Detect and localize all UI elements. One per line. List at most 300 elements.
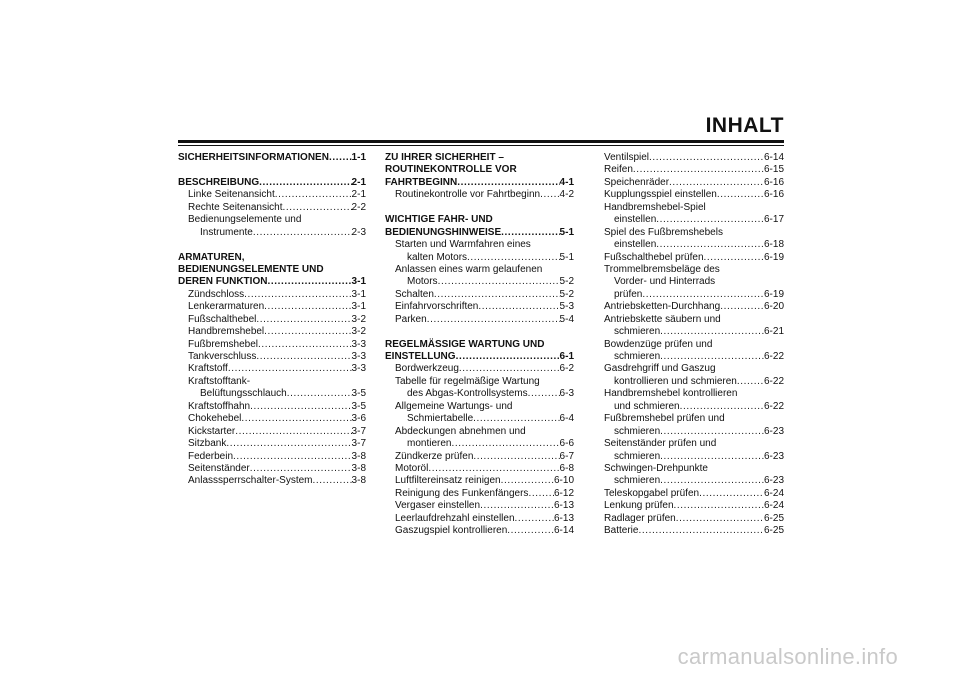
dot-leader bbox=[480, 500, 554, 512]
toc-page-number: 6-4 bbox=[559, 413, 574, 425]
toc-entry-text bbox=[604, 363, 784, 375]
page-title: INHALT bbox=[705, 114, 784, 137]
dot-leader bbox=[264, 326, 351, 338]
dot-leader bbox=[228, 363, 352, 375]
toc-section-entry[interactable] bbox=[385, 177, 574, 189]
toc-entry[interactable] bbox=[178, 301, 366, 313]
toc-section-heading bbox=[385, 152, 574, 164]
dot-leader bbox=[501, 475, 554, 487]
toc-section-entry[interactable] bbox=[178, 276, 366, 288]
toc-entry-label: Fußschalthebel prüfen bbox=[604, 251, 704, 263]
toc-entry-text bbox=[604, 413, 784, 425]
toc-entry[interactable] bbox=[604, 239, 784, 251]
dot-leader bbox=[704, 252, 764, 264]
toc-page-number: 6-25 bbox=[763, 512, 784, 524]
toc-entry-label: Anlassen eines warm gelaufenen bbox=[395, 263, 543, 275]
toc-entry-label: kalten Motors bbox=[407, 251, 468, 263]
toc-section-entry[interactable] bbox=[385, 351, 574, 363]
toc-entry-label: Parken bbox=[395, 313, 427, 325]
toc-page-number: 5-3 bbox=[559, 301, 574, 313]
toc-entry[interactable] bbox=[178, 351, 366, 363]
toc-spacer bbox=[178, 164, 366, 176]
toc-page-number: 3-7 bbox=[351, 425, 366, 437]
toc-entry[interactable] bbox=[178, 413, 366, 425]
toc-entry[interactable] bbox=[178, 401, 366, 413]
dot-leader bbox=[676, 513, 764, 525]
toc-entry-text bbox=[385, 426, 574, 438]
dot-leader bbox=[250, 401, 351, 413]
toc-entry-text bbox=[178, 376, 366, 388]
dot-leader bbox=[656, 214, 764, 226]
toc-entry-label: einstellen bbox=[614, 239, 657, 251]
toc-entry[interactable] bbox=[385, 276, 574, 288]
toc-page-number: 3-3 bbox=[351, 363, 366, 375]
toc-entry-text bbox=[604, 438, 784, 450]
toc-entry[interactable] bbox=[178, 363, 366, 375]
toc-entry[interactable] bbox=[385, 525, 574, 537]
toc-page-number: 3-8 bbox=[351, 475, 366, 487]
toc-entry[interactable] bbox=[604, 214, 784, 226]
toc-page-number: 6-16 bbox=[763, 189, 784, 201]
toc-page-number: 6-17 bbox=[763, 214, 784, 226]
toc-page-number: 6-21 bbox=[763, 326, 784, 338]
toc-entry-label: Starten und Warmfahren eines bbox=[395, 239, 531, 251]
toc-entry-label: Vergaser einstellen bbox=[395, 500, 481, 512]
toc-entry-label: Ventilspiel bbox=[604, 152, 650, 163]
toc-entry-label: Schmiertabelle bbox=[407, 413, 474, 425]
toc-entry-label: Handbremshebel bbox=[188, 326, 265, 338]
toc-entry[interactable] bbox=[604, 152, 784, 164]
toc-spacer bbox=[385, 326, 574, 338]
toc-entry-label: Gaszugspiel kontrollieren bbox=[395, 525, 508, 537]
dot-leader bbox=[438, 276, 560, 288]
dot-leader bbox=[244, 289, 351, 301]
toc-entry-label: Speichenräder bbox=[604, 176, 670, 188]
toc-page-number: 5-2 bbox=[559, 276, 574, 288]
toc-page-number: 6-13 bbox=[553, 500, 574, 512]
dot-leader bbox=[459, 363, 560, 375]
dot-leader bbox=[259, 177, 351, 189]
toc-page-number: 3-1 bbox=[351, 276, 366, 288]
toc-entry-label: Antriebskette säubern und bbox=[604, 313, 721, 325]
toc-entry-label: Bowdenzüge prüfen und bbox=[604, 338, 713, 350]
dot-leader bbox=[528, 388, 560, 400]
toc-page-number: 6-23 bbox=[763, 425, 784, 437]
title-rule-thick bbox=[178, 140, 784, 143]
toc-page-number: 2-1 bbox=[351, 189, 366, 201]
toc-entry-text bbox=[604, 463, 784, 475]
toc-section-heading bbox=[178, 252, 366, 264]
dot-leader bbox=[256, 314, 351, 326]
dot-leader bbox=[674, 500, 764, 512]
toc-entry[interactable] bbox=[385, 463, 574, 475]
toc-entry-label: Motors bbox=[407, 276, 438, 288]
toc-page-number: 6-22 bbox=[763, 400, 784, 412]
dot-leader bbox=[473, 413, 559, 425]
toc-page-number: 6-15 bbox=[763, 164, 784, 176]
toc-entry-label: Lenkung prüfen bbox=[604, 500, 674, 512]
dot-leader bbox=[642, 289, 764, 301]
toc-entry-label: FAHRTBEGINN bbox=[385, 176, 458, 188]
toc-entry-label: Routinekontrolle vor Fahrtbeginn bbox=[395, 189, 541, 201]
toc-entry-label: Lenkerarmaturen bbox=[188, 301, 265, 313]
toc-section-heading bbox=[385, 339, 574, 351]
dot-leader bbox=[638, 525, 764, 537]
toc-entry-label: ROUTINEKONTROLLE VOR bbox=[385, 164, 517, 176]
toc-entry-label: Batterie bbox=[604, 525, 639, 537]
toc-entry-label: Chokehebel bbox=[188, 413, 242, 425]
toc-page-number: 3-2 bbox=[351, 326, 366, 338]
toc-entry[interactable] bbox=[604, 426, 784, 438]
toc-entry-label: kontrollieren und schmieren bbox=[614, 375, 737, 387]
dot-leader bbox=[660, 451, 764, 463]
toc-entry-label: schmieren bbox=[614, 326, 661, 338]
toc-entry[interactable] bbox=[604, 475, 784, 487]
toc-entry[interactable] bbox=[178, 451, 366, 463]
toc-entry[interactable] bbox=[604, 326, 784, 338]
dot-leader bbox=[434, 289, 560, 301]
toc-entry[interactable] bbox=[604, 177, 784, 189]
toc-entry-label: und schmieren bbox=[614, 400, 680, 412]
toc-entry-label: Luftfiltereinsatz reinigen bbox=[395, 475, 501, 487]
dot-leader bbox=[633, 164, 764, 176]
toc-entry[interactable] bbox=[178, 314, 366, 326]
toc-entry-text bbox=[385, 401, 574, 413]
toc-entry[interactable] bbox=[604, 289, 784, 301]
toc-page-number: 4-1 bbox=[559, 176, 574, 188]
toc-entry-label: Tabelle für regelmäßige Wartung bbox=[395, 375, 540, 387]
dot-leader bbox=[233, 451, 352, 463]
toc-entry-label: Motoröl bbox=[395, 462, 429, 474]
toc-page-number: 5-4 bbox=[559, 313, 574, 325]
toc-entry-label: Seitenständer prüfen und bbox=[604, 438, 717, 450]
toc-page-number: 6-16 bbox=[763, 176, 784, 188]
toc-entry[interactable] bbox=[604, 451, 784, 463]
toc-entry-label: Bordwerkzeug bbox=[395, 363, 459, 375]
toc-entry-label: BEDIENUNGSHINWEISE bbox=[385, 226, 502, 238]
toc-entry[interactable] bbox=[385, 388, 574, 400]
toc-entry[interactable] bbox=[604, 513, 784, 525]
toc-entry[interactable] bbox=[604, 189, 784, 201]
toc-entry-label: einstellen bbox=[614, 214, 657, 226]
dot-leader bbox=[528, 488, 554, 500]
toc-entry-label: Linke Seitenansicht bbox=[188, 189, 275, 201]
toc-entry-label: ARMATUREN, bbox=[178, 251, 245, 263]
toc-entry-label: schmieren bbox=[614, 351, 661, 362]
toc-entry[interactable] bbox=[385, 314, 574, 326]
toc-entry-label: Fußbremshebel prüfen und bbox=[604, 413, 725, 425]
toc-entry-label: prüfen bbox=[614, 288, 643, 300]
toc-entry-label: Bedienungselemente und bbox=[188, 214, 302, 226]
dot-leader bbox=[473, 451, 559, 463]
dot-leader bbox=[456, 351, 560, 363]
dot-leader bbox=[720, 301, 764, 313]
toc-page-number: 3-3 bbox=[351, 351, 366, 362]
dot-leader bbox=[680, 401, 764, 413]
dot-leader bbox=[478, 301, 559, 313]
toc-entry-text bbox=[604, 388, 784, 400]
toc-page-number: 6-7 bbox=[559, 450, 574, 462]
toc-entry[interactable] bbox=[178, 463, 366, 475]
dot-leader bbox=[250, 463, 352, 475]
toc-entry-label: BESCHREIBUNG bbox=[178, 176, 260, 188]
dot-leader bbox=[656, 239, 764, 251]
toc-page-number: 6-2 bbox=[559, 363, 574, 375]
dot-leader bbox=[226, 438, 351, 450]
toc-entry-label: montieren bbox=[407, 438, 452, 450]
toc-page-number: 3-1 bbox=[351, 301, 366, 313]
toc-page-number: 3-8 bbox=[351, 450, 366, 462]
toc-entry-label: Tankverschluss bbox=[188, 351, 257, 362]
toc-entry[interactable] bbox=[178, 189, 366, 201]
dot-leader bbox=[540, 189, 559, 201]
toc-entry-text bbox=[385, 264, 574, 276]
toc-entry-label: Handbremshebel-Spiel bbox=[604, 201, 706, 213]
dot-leader bbox=[256, 351, 351, 363]
toc-page-number: 6-14 bbox=[553, 525, 574, 537]
toc-page-number: 5-1 bbox=[559, 226, 574, 238]
toc-entry[interactable] bbox=[178, 326, 366, 338]
toc-entry-text bbox=[604, 339, 784, 351]
toc-entry[interactable] bbox=[178, 475, 366, 487]
toc-entry[interactable] bbox=[385, 363, 574, 375]
dot-leader bbox=[669, 177, 764, 189]
toc-entry-label: Zündschloss bbox=[188, 288, 245, 300]
toc-entry[interactable] bbox=[385, 301, 574, 313]
toc-entry[interactable] bbox=[385, 513, 574, 525]
toc-section-entry[interactable] bbox=[178, 152, 366, 164]
toc-entry-label: Fußschalthebel bbox=[188, 313, 257, 325]
toc-page-number: 6-14 bbox=[763, 152, 784, 163]
dot-leader bbox=[501, 227, 559, 239]
dot-leader bbox=[649, 152, 764, 164]
toc-entry-label: Einfahrvorschriften bbox=[395, 301, 479, 313]
toc-entry[interactable] bbox=[385, 438, 574, 450]
toc-entry[interactable] bbox=[604, 525, 784, 537]
toc-entry-label: Zündkerze prüfen bbox=[395, 450, 474, 462]
dot-leader bbox=[699, 488, 764, 500]
toc-page-number: 6-19 bbox=[763, 288, 784, 300]
dot-leader bbox=[267, 276, 351, 288]
toc-page-number: 6-24 bbox=[763, 500, 784, 512]
dot-leader bbox=[329, 152, 352, 164]
toc-entry-label: Spiel des Fußbremshebels bbox=[604, 226, 723, 238]
toc-entry-label: SICHERHEITSINFORMATIONEN bbox=[178, 152, 329, 163]
toc-page-number: 4-2 bbox=[559, 189, 574, 201]
toc-section-heading bbox=[385, 164, 574, 176]
toc-page-number: 6-3 bbox=[559, 388, 574, 400]
toc-entry-label: REGELMÄSSIGE WARTUNG UND bbox=[385, 338, 545, 350]
toc-entry[interactable] bbox=[604, 351, 784, 363]
toc-column-2 bbox=[385, 152, 574, 538]
toc-page-number: 6-8 bbox=[559, 462, 574, 474]
toc-entry-label: Schwingen-Drehpunkte bbox=[604, 462, 708, 474]
dot-leader bbox=[241, 413, 351, 425]
toc-entry-label: Antriebsketten-Durchhang bbox=[604, 301, 721, 313]
toc-entry-label: Reinigung des Funkenfängers bbox=[395, 487, 529, 499]
toc-entry[interactable] bbox=[178, 227, 366, 239]
toc-entry-label: Fußbremshebel bbox=[188, 338, 259, 350]
toc-entry[interactable] bbox=[604, 301, 784, 313]
dot-leader bbox=[287, 388, 352, 400]
toc-entry-label: des Abgas-Kontrollsystems bbox=[407, 388, 528, 400]
toc-entry-label: BEDIENUNGSELEMENTE UND bbox=[178, 263, 324, 275]
toc-page-number: 6-23 bbox=[763, 475, 784, 487]
toc-page-number: 3-1 bbox=[351, 288, 366, 300]
dot-leader bbox=[717, 189, 764, 201]
toc-page-number: 6-24 bbox=[763, 487, 784, 499]
toc-entry-label: Kraftstoff bbox=[188, 363, 228, 375]
toc-section-heading bbox=[178, 264, 366, 276]
toc-entry-text bbox=[604, 264, 784, 276]
toc-page-number: 2-1 bbox=[351, 176, 366, 188]
toc-entry[interactable] bbox=[178, 388, 366, 400]
toc-entry[interactable] bbox=[604, 500, 784, 512]
dot-leader bbox=[660, 326, 764, 338]
dot-leader bbox=[253, 227, 352, 239]
toc-page-number: 2-3 bbox=[351, 226, 366, 238]
toc-entry-label: Belüftungsschlauch bbox=[200, 388, 287, 400]
toc-section-entry[interactable] bbox=[385, 227, 574, 239]
dot-leader bbox=[451, 438, 559, 450]
dot-leader bbox=[264, 301, 351, 313]
toc-page-number: 6-20 bbox=[763, 301, 784, 313]
toc-section-entry[interactable] bbox=[178, 177, 366, 189]
toc-entry-label: Kupplungsspiel einstellen bbox=[604, 189, 717, 201]
toc-entry-label: Radlager prüfen bbox=[604, 512, 676, 524]
toc-entry[interactable] bbox=[604, 376, 784, 388]
toc-entry-label: Schalten bbox=[395, 288, 434, 300]
toc-entry-label: schmieren bbox=[614, 475, 661, 487]
toc-page-number: 6-19 bbox=[763, 251, 784, 263]
toc-entry-label: Handbremshebel kontrollieren bbox=[604, 388, 738, 400]
toc-entry-label: Seitenständer bbox=[188, 462, 250, 474]
dot-leader bbox=[312, 475, 351, 487]
watermark: carmanualsonline.info bbox=[677, 644, 898, 669]
toc-entry[interactable] bbox=[178, 339, 366, 351]
title-rule-thin bbox=[178, 145, 784, 146]
dot-leader bbox=[235, 426, 351, 438]
toc-entry[interactable] bbox=[604, 401, 784, 413]
toc-entry[interactable] bbox=[385, 500, 574, 512]
dot-leader bbox=[427, 314, 560, 326]
toc-entry-label: DEREN FUNKTION bbox=[178, 276, 268, 288]
toc-page-number: 6-13 bbox=[553, 512, 574, 524]
toc-entry-text bbox=[178, 214, 366, 226]
toc-entry-label: Reifen bbox=[604, 164, 633, 176]
toc-page-number: 6-6 bbox=[559, 438, 574, 450]
toc-page-number: 3-5 bbox=[351, 400, 366, 412]
toc-entry[interactable] bbox=[604, 164, 784, 176]
toc-entry-label: EINSTELLUNG bbox=[385, 351, 456, 362]
toc-page-number: 3-7 bbox=[351, 438, 366, 450]
toc-page-number: 2-2 bbox=[351, 201, 366, 213]
dot-leader bbox=[737, 376, 764, 388]
toc-entry-label: schmieren bbox=[614, 450, 661, 462]
toc-page-number: 6-22 bbox=[763, 351, 784, 362]
toc-entry[interactable] bbox=[178, 202, 366, 214]
toc-entry-text bbox=[604, 202, 784, 214]
toc-entry[interactable] bbox=[178, 438, 366, 450]
toc-entry[interactable] bbox=[178, 289, 366, 301]
toc-entry-label: Sitzbank bbox=[188, 438, 227, 450]
toc-entry[interactable] bbox=[385, 252, 574, 264]
dot-leader bbox=[457, 177, 559, 189]
toc-entry-label: Abdeckungen abnehmen und bbox=[395, 425, 526, 437]
toc-page-number: 6-10 bbox=[553, 475, 574, 487]
toc-column-3 bbox=[604, 152, 784, 538]
dot-leader bbox=[428, 463, 559, 475]
toc-entry-label: Leerlaufdrehzahl einstellen bbox=[395, 512, 515, 524]
toc-entry-label: Federbein bbox=[188, 450, 234, 462]
toc-entry-label: Kickstarter bbox=[188, 425, 236, 437]
dot-leader bbox=[467, 252, 560, 264]
toc-entry-label: Instrumente bbox=[200, 226, 253, 238]
toc-entry-label: Vorder- und Hinterrads bbox=[614, 276, 716, 288]
dot-leader bbox=[283, 202, 352, 214]
toc-entry-label: Allgemeine Wartungs- und bbox=[395, 400, 513, 412]
toc-entry-label: ZU IHRER SICHERHEIT – bbox=[385, 152, 504, 163]
toc-entry-label: Gasdrehgriff und Gaszug bbox=[604, 363, 716, 375]
toc-entry-label: Teleskopgabel prüfen bbox=[604, 487, 700, 499]
toc-spacer bbox=[385, 202, 574, 214]
dot-leader bbox=[258, 339, 352, 351]
toc-entry-label: Rechte Seitenansicht bbox=[188, 201, 283, 213]
toc-entry[interactable] bbox=[385, 488, 574, 500]
toc-entry[interactable] bbox=[385, 475, 574, 487]
toc-page-number: 3-3 bbox=[351, 338, 366, 350]
toc-entry-text bbox=[385, 376, 574, 388]
toc-column-1 bbox=[178, 152, 366, 488]
dot-leader bbox=[660, 351, 764, 363]
toc-page-number: 3-8 bbox=[351, 462, 366, 474]
dot-leader bbox=[275, 189, 352, 201]
toc-entry[interactable] bbox=[178, 426, 366, 438]
toc-page-number: 6-23 bbox=[763, 450, 784, 462]
toc-entry-label: Kraftstoffhahn bbox=[188, 400, 251, 412]
dot-leader bbox=[660, 426, 764, 438]
toc-entry[interactable] bbox=[385, 451, 574, 463]
toc-entry[interactable] bbox=[604, 252, 784, 264]
toc-page-number: 3-2 bbox=[351, 313, 366, 325]
toc-entry-label: WICHTIGE FAHR- UND bbox=[385, 214, 493, 226]
toc-spacer bbox=[178, 239, 366, 251]
toc-page-number: 5-1 bbox=[559, 251, 574, 263]
toc-page-number: 6-18 bbox=[763, 239, 784, 251]
toc-section-heading bbox=[385, 214, 574, 226]
dot-leader bbox=[660, 475, 764, 487]
toc-entry[interactable] bbox=[385, 289, 574, 301]
toc-entry[interactable] bbox=[385, 413, 574, 425]
toc-entry-text bbox=[604, 227, 784, 239]
toc-page-number: 5-2 bbox=[559, 288, 574, 300]
toc-entry-label: Kraftstofftank- bbox=[188, 375, 251, 387]
toc-page-number: 1-1 bbox=[351, 152, 366, 163]
toc-entry-text bbox=[385, 239, 574, 251]
toc-page-number: 6-22 bbox=[763, 375, 784, 387]
toc-page-number: 3-5 bbox=[351, 388, 366, 400]
toc-entry-label: Trommelbremsbeläge des bbox=[604, 263, 720, 275]
toc-entry-label: Anlasssperrschalter-System bbox=[188, 475, 313, 487]
toc-entry-text bbox=[604, 276, 784, 288]
toc-entry[interactable] bbox=[604, 488, 784, 500]
toc-entry[interactable] bbox=[385, 189, 574, 201]
toc-entry-label: schmieren bbox=[614, 425, 661, 437]
toc-page-number: 6-12 bbox=[553, 487, 574, 499]
toc-entry-text bbox=[604, 314, 784, 326]
toc-page-number: 6-25 bbox=[763, 525, 784, 537]
dot-leader bbox=[507, 525, 554, 537]
